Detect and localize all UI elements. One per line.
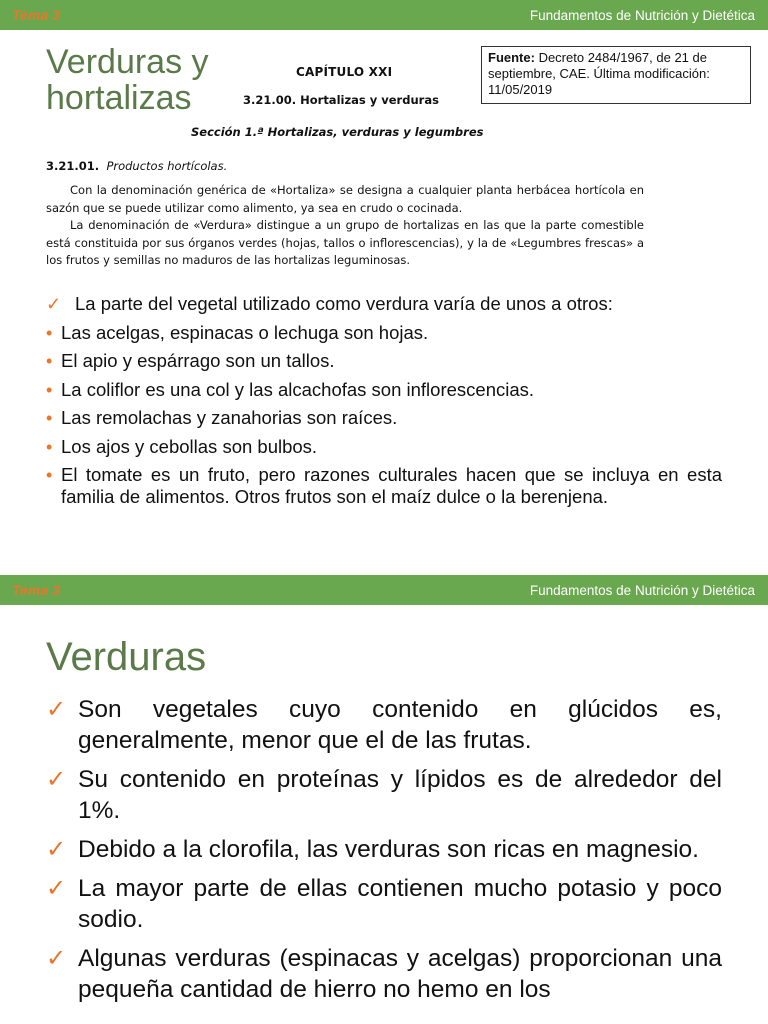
- course-title: Fundamentos de Nutrición y Dietética: [529, 582, 755, 598]
- legal-item-title: Productos hortícolas.: [106, 159, 228, 173]
- list-item-text: Debido a la clorofila, las verduras son ricas en magnesio.: [78, 836, 699, 863]
- bullet-list: [46, 293, 722, 515]
- list-item-text: La coliflor es una col y las alcachofas son inflorescencias.: [61, 378, 535, 400]
- bullet-list: [46, 694, 722, 1013]
- list-item-text: Su contenido en proteínas y lípidos es de alrededor del 1%.: [78, 766, 722, 824]
- bullet-dot-icon: •: [46, 351, 53, 371]
- list-item-text: El apio y espárrago son un tallos.: [61, 350, 335, 371]
- list-item-text: Los ajos y cebollas son bulbos.: [61, 435, 318, 457]
- topic-label: Tema 3: [12, 7, 60, 23]
- list-item: [46, 293, 722, 315]
- source-text: Decreto 2484/1967, de 21 de septiembre, CAE. Última modificación: 11/05/2019: [488, 50, 710, 97]
- check-icon: ✓: [46, 836, 67, 863]
- check-icon: ✓: [46, 766, 67, 793]
- bullet-dot-icon: •: [46, 408, 53, 428]
- list-item-text: Algunas verduras (espinacas y acelgas) proporcionan una pequeña cantidad de hierro no hemo en los: [78, 945, 722, 1003]
- legal-item-number: 3.21.01.: [46, 159, 100, 173]
- check-icon: ✓: [46, 945, 67, 972]
- chapter-heading: CAPÍTULO XXI: [296, 65, 393, 79]
- list-item: [46, 379, 722, 401]
- list-item-text: La mayor parte de ellas contienen mucho potasio y poco sodio.: [78, 875, 722, 933]
- list-item: [46, 322, 722, 344]
- list-item: [46, 943, 722, 1005]
- list-item: [46, 873, 722, 935]
- list-item: [46, 436, 722, 458]
- section-heading: Sección 1.ª Hortalizas, verduras y legumbres: [191, 125, 484, 139]
- legal-paragraph-text: La denominación de «Verdura» distingue a un grupo de hortalizas en las que la parte comestible está constituida por sus órganos verdes (hojas, tallos o inflorescencias), y la de «Legumbres frescas» a los frutos y semillas no maduros de las hortalizas leguminosas.: [46, 218, 644, 267]
- slide-header-band: [0, 575, 768, 605]
- course-title: Fundamentos de Nutrición y Dietética: [529, 7, 755, 23]
- legal-paragraph: [46, 217, 644, 270]
- bullet-dot-icon: •: [46, 379, 53, 400]
- list-item: [46, 464, 722, 508]
- bullet-dot-icon: •: [46, 436, 53, 457]
- list-item: [46, 694, 722, 756]
- list-item-text: Son vegetales cuyo contenido en glúcidos es, generalmente, menor que el de las frutas.: [78, 696, 722, 754]
- list-item: [46, 764, 722, 826]
- slide-header-band: [0, 0, 768, 30]
- list-item-text: Las acelgas, espinacas o lechuga son hojas.: [61, 321, 429, 343]
- legal-paragraph-text: Con la denominación genérica de «Hortaliza» se designa a cualquier planta herbácea hortícola en sazón que se puede utilizar como alimento, ya sea en crudo o cocinada.: [46, 183, 644, 215]
- list-item-text: Las remolachas y zanahorias son raíces.: [61, 407, 398, 428]
- check-icon: ✓: [46, 875, 67, 902]
- bullet-dot-icon: •: [46, 465, 53, 485]
- slide-title: Verduras y hortalizas: [46, 43, 209, 117]
- source-box: [481, 46, 751, 104]
- legal-item-heading: [46, 158, 644, 176]
- bullet-dot-icon: •: [46, 322, 53, 343]
- list-item-text: La parte del vegetal utilizado como verdura varía de unos a otros:: [75, 293, 613, 314]
- topic-label: Tema 3: [12, 582, 60, 598]
- list-item-text: El tomate es un fruto, pero razones culturales hacen que se incluya en esta familia de alimentos. Otros frutos son el maíz dulce o la berenjena.: [61, 464, 722, 507]
- slide-2: [0, 575, 768, 1024]
- chapter-subtitle: 3.21.00. Hortalizas y verduras: [243, 93, 439, 107]
- check-icon: ✓: [46, 696, 67, 723]
- list-item: [46, 407, 722, 429]
- legal-paragraph: [46, 182, 644, 217]
- slide-title: Verduras: [46, 635, 207, 679]
- check-icon: ✓: [46, 294, 62, 314]
- source-label: Fuente:: [488, 50, 535, 65]
- list-item: [46, 350, 722, 372]
- list-item: [46, 834, 722, 865]
